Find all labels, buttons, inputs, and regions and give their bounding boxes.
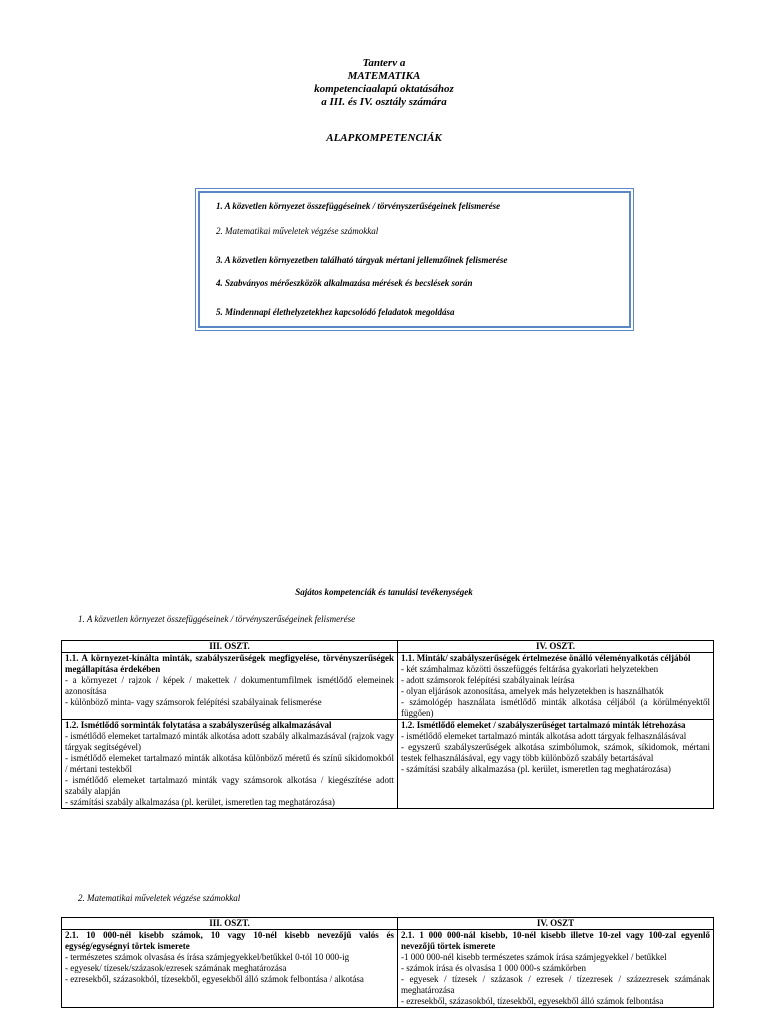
cell-line: - különböző minta- vagy számsorok felépítési szabályainak felismerése	[65, 697, 322, 707]
column-header-iii: III. OSZT.	[62, 641, 398, 653]
title-line-4: a III. és IV. osztály számára	[321, 96, 447, 108]
competence-item-1: 1. A közvetlen környezet összefüggéseinek / törvényszerűségeinek felismerése	[216, 201, 501, 211]
document-title	[0, 57, 768, 109]
cell-line: - ezresekből, százasokból, tízesekből, egyesekből álló számok felbontása / alkotása	[65, 974, 364, 984]
table-cell	[62, 653, 398, 720]
competence-item-3: 3. A közvetlen környezetben található tárgyak mértani jellemzőinek felismerése	[216, 255, 508, 265]
competence-table-2	[61, 917, 714, 1008]
title-line-3: kompetenciaalapú oktatásához	[314, 83, 454, 95]
title-line-2: MATEMATIKA	[347, 70, 421, 82]
cell-line: - természetes számok olvasása és írása számjegyekkel/betűkkel 0-tól 10 000-ig	[65, 952, 350, 962]
cell-line: -1 000 000-nél kisebb természetes számok írása számjegyekkel / betűkkel	[401, 952, 667, 962]
column-header-iv: IV. OSZT.	[398, 641, 714, 653]
cell-line: - két számhalmaz közötti összefüggés feltárása gyakorlati helyzetekben	[401, 664, 659, 674]
table-cell	[398, 653, 714, 720]
table-row	[62, 653, 714, 720]
list-heading-2: 2. Matematikai műveletek végzése számokkal	[78, 893, 241, 903]
cell-line: - ismétlődő elemeket tartalmazó minták vagy számsorok alkotása / kiegészítése adott szabály alapján	[65, 775, 394, 796]
competence-table-1	[61, 640, 714, 809]
section-heading: Sajátos kompetenciák és tanulási tevékenységek	[295, 587, 473, 597]
column-header-iv: IV. OSZT	[398, 918, 714, 930]
table-header-row	[62, 918, 714, 930]
cell-line: - ezresekből, százasokból, tízesekből, egyesekből álló számok felbontása	[401, 996, 664, 1006]
cell-line: - egyesek/ tízesek/százasok/ezresek számának meghatározása	[65, 963, 287, 973]
cell-line: - számítási szabály alkalmazása (pl. kerület, ismeretlen tag meghatározása)	[401, 764, 671, 774]
document-subtitle: ALAPKOMPETENCIÁK	[326, 132, 442, 144]
table-cell	[62, 930, 398, 1008]
list-heading-1: 1. A közvetlen környezet összefüggéseinek / törvényszerűségeinek felismerése	[78, 614, 356, 624]
cell-title: 1.2. Ismétlődő elemeket / szabályszerűséget tartalmazó minták létrehozása	[401, 720, 686, 730]
competence-item-2: 2. Matematikai műveletek végzése számokkal	[216, 226, 379, 236]
cell-title: 1.1. A környezet-kínálta minták, szabályszerűségek megfigyelése, törvényszerűségek megállapítása érdekében	[65, 653, 394, 674]
cell-line: - egyszerű szabályszerűségek alkotása szimbólumok, számok, síkidomok, mértani testek felhasználásával, egy vagy több különböző szabály betartásával	[401, 742, 710, 763]
table-cell	[62, 720, 398, 809]
table-row	[62, 930, 714, 1008]
table-cell	[398, 930, 714, 1008]
competence-item-4: 4. Szabványos mérőeszközök alkalmazása mérések és becslések során	[216, 278, 473, 288]
cell-title: 2.1. 1 000 000-nál kisebb, 10-nél kisebb illetve 10-zel vagy 100-zal egyenlő nevezőjű törtek ismerete	[401, 930, 710, 951]
column-header-iii: III. OSZT.	[62, 918, 398, 930]
competence-item-5: 5. Mindennapi élethelyzetekhez kapcsolódó feladatok megoldása	[216, 307, 455, 317]
cell-title: 1.1. Minták/ szabályszerűségek értelmezése önálló véleményalkotás céljából	[401, 653, 691, 663]
table-cell	[398, 720, 714, 809]
table-row	[62, 720, 714, 809]
cell-line: - olyan eljárások azonosítása, amelyek más helyzetekben is használhatók	[401, 686, 664, 696]
cell-line: - számológép használata ismétlődő minták alkotása céljából (a körülményektől függően)	[401, 697, 710, 718]
competence-box	[198, 191, 631, 328]
cell-line: - ismétlődő elemeket tartalmazó minták alkotása adott tárgyak felhasználásával	[401, 731, 687, 741]
cell-line: - számok írása és olvasása 1 000 000-s számkörben	[401, 963, 586, 973]
cell-line: - egyesek / tízesek / százasok / ezresek / tízezresek / százezresek számának meghatározása	[401, 974, 710, 995]
cell-title: 1.2. Ismétlődő sorminták folytatása a szabályszerűség alkalmazásával	[65, 720, 332, 730]
cell-line: - ismétlődő elemeket tartalmazó minták alkotása különböző méretű és színű síkidomokból / mértani testekből	[65, 753, 394, 774]
title-line-1: Tanterv a	[362, 57, 406, 69]
cell-line: - ismétlődő elemeket tartalmazó minták alkotása adott szabály alkalmazásával (rajzok vagy tárgyak segítségével)	[65, 731, 394, 752]
cell-line: - számítási szabály alkalmazása (pl. kerület, ismeretlen tag meghatározása)	[65, 797, 335, 807]
table-header-row	[62, 641, 714, 653]
cell-title: 2.1. 10 000-nél kisebb számok, 10 vagy 10-nél kisebb nevezőjű valós és egység/egységnyi törtek ismerete	[65, 930, 394, 951]
cell-line: - adott számsorok felépítési szabályainak leírása	[401, 675, 575, 685]
cell-line: - a környezet / rajzok / képek / makettek / dokumentumfilmek ismétlődő elemeinek azonosítása	[65, 675, 394, 696]
